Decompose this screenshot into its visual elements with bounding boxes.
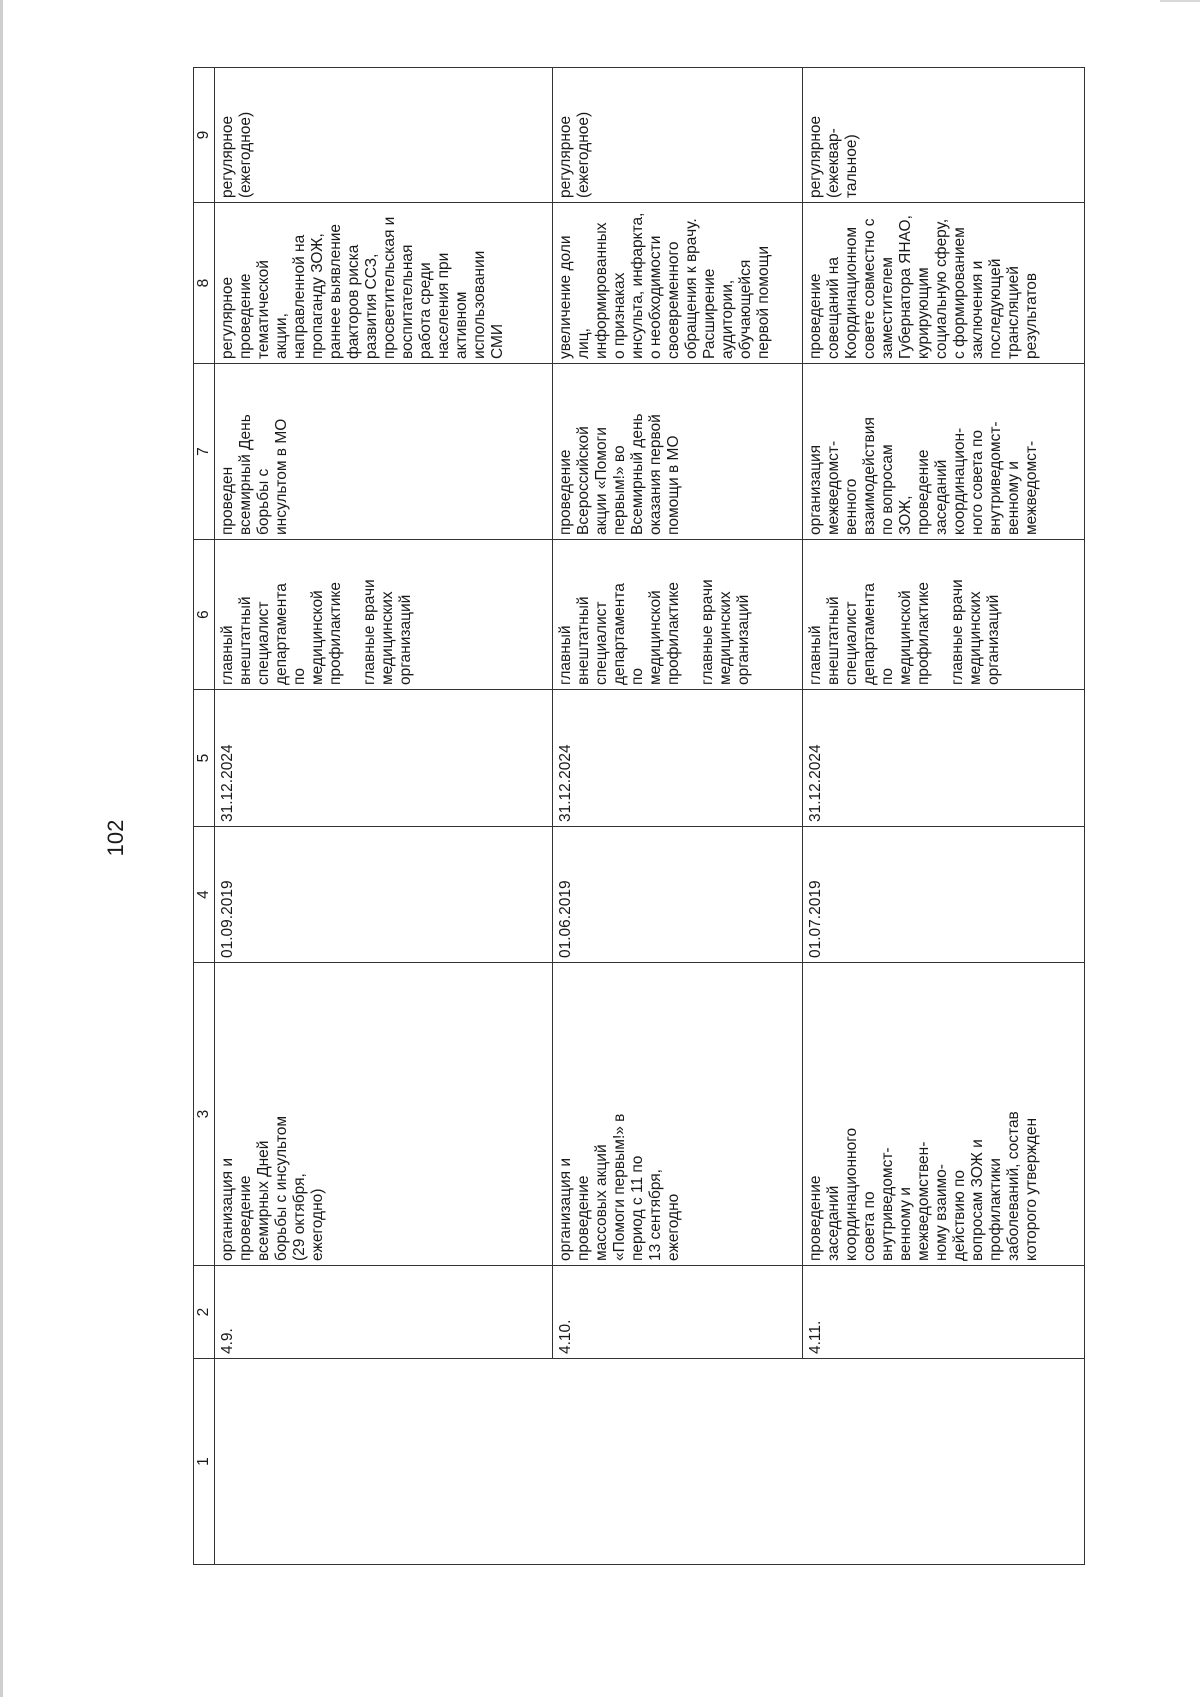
header-col-2: 2 xyxy=(194,1266,215,1359)
header-col-1: 1 xyxy=(194,1359,215,1565)
plan-table xyxy=(193,67,1085,1565)
header-col-3: 3 xyxy=(194,963,215,1266)
responsible-cell xyxy=(553,540,803,690)
responsible-specialist: главный внештатный специалист департамента по медицинской профилактике xyxy=(557,582,682,685)
row-number: 4.9. xyxy=(215,1266,553,1359)
responsible-chiefs: главные врачи медицинских организаций xyxy=(948,579,1002,685)
responsible-chiefs: главные врачи медицинских организаций xyxy=(360,579,414,685)
header-col-4: 4 xyxy=(194,827,215,963)
frequency-cell: регулярное (ежеквар- тальное) xyxy=(803,68,1085,203)
header-col-6: 6 xyxy=(194,540,215,690)
activity-cell: проведение заседаний координационного совета по внутриведомст- венному и межведомствен- ному взаимо- действию по вопросам ЗОЖ и профилактики заболеваний, состав которого утвержден xyxy=(803,963,1085,1266)
responsible-specialist: главный внештатный специалист департамента по медицинской профилактике xyxy=(807,582,932,685)
activity-cell: организация и проведение массовых акций «Помоги первым!» в период с 11 по 13 сентября, ежегодно xyxy=(553,963,803,1266)
end-date-cell: 31.12.2024 xyxy=(215,690,553,827)
row-number: 4.11. xyxy=(803,1266,1085,1359)
end-date-cell: 31.12.2024 xyxy=(803,690,1085,827)
end-date-cell: 31.12.2024 xyxy=(553,690,803,827)
responsible-chiefs: главные врачи медицинских организаций xyxy=(698,579,752,685)
start-date-cell: 01.07.2019 xyxy=(803,827,1085,963)
row-number: 4.10. xyxy=(553,1266,803,1359)
header-col-7: 7 xyxy=(194,364,215,540)
frequency-cell: регулярное (ежегодное) xyxy=(215,68,553,203)
header-col-8: 8 xyxy=(194,203,215,364)
section-cell xyxy=(215,1359,1085,1565)
result-cell: организация межведомст- венного взаимодействия по вопросам ЗОЖ, проведение заседаний координацион- ного совета по внутриведомст- венному и межведомст- xyxy=(803,364,1085,540)
table-header-row xyxy=(194,68,215,1565)
table-row xyxy=(803,68,1085,1565)
result-cell: проведен всемирный День борьбы с инсультом в МО xyxy=(215,364,553,540)
activity-cell: организация и проведение всемирных Дней борьбы с инсультом (29 октября, ежегодно) xyxy=(215,963,553,1266)
responsible-cell xyxy=(215,540,553,690)
frequency-cell: регулярное (ежегодное) xyxy=(553,68,803,203)
table-row xyxy=(553,68,803,1565)
result-cell: проведение Всероссийской акции «Помоги первым!» во Всемирный день оказания первой помощи в МО xyxy=(553,364,803,540)
table-row xyxy=(215,68,553,1565)
start-date-cell: 01.06.2019 xyxy=(553,827,803,963)
page-edge-top xyxy=(1160,0,1200,2)
page-number: 102 xyxy=(103,819,128,857)
header-col-5: 5 xyxy=(194,690,215,827)
plan-table-container xyxy=(193,68,1083,1565)
effect-cell: регулярное проведение тематической акции, направленной на пропаганду ЗОЖ, раннее выявление факторов риска развития ССЗ, просветительская и воспитательная работа среди населения при активном использовании СМИ xyxy=(215,203,553,364)
effect-cell: проведение совещаний на Координационном совете совместно с заместителем Губернатора ЯНАО, курирующим социальную сферу, с формированием заключения и последующей трансляцией результатов xyxy=(803,203,1085,364)
page-edge xyxy=(0,0,3,1697)
effect-cell: увеличение доли лиц, информированных о признаках инсульта, инфаркта, о необходимости своевременного обращения к врачу. Расширение аудитории, обучающейся первой помощи xyxy=(553,203,803,364)
responsible-cell xyxy=(803,540,1085,690)
responsible-specialist: главный внештатный специалист департамента по медицинской профилактике xyxy=(219,582,344,685)
start-date-cell: 01.09.2019 xyxy=(215,827,553,963)
header-col-9: 9 xyxy=(194,68,215,203)
